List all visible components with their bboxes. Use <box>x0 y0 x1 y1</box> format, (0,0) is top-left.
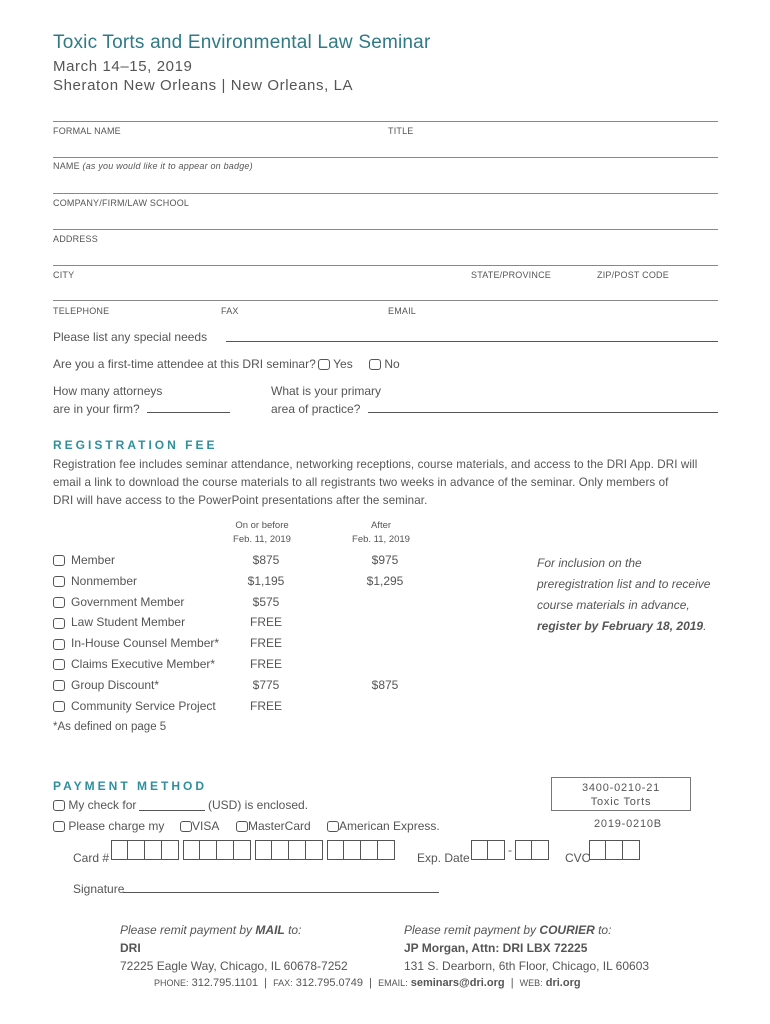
fee-option-label: Community Service Project <box>71 698 216 713</box>
fee-after-price: $975 <box>371 553 399 567</box>
signature-field[interactable] <box>123 892 439 893</box>
card-number-field[interactable] <box>111 840 395 860</box>
city-field[interactable] <box>53 300 718 301</box>
fee-row[interactable] <box>53 615 185 629</box>
fee-before-price: FREE <box>249 636 282 651</box>
mastercard-checkbox[interactable] <box>236 821 248 832</box>
address-field[interactable] <box>53 265 718 266</box>
seminar-date: March 14–15, 2019 <box>53 58 193 75</box>
special-needs-field[interactable] <box>226 341 718 342</box>
seminar-title: Toxic Torts and Environmental Law Seminar <box>53 32 431 53</box>
fee-option-label: Member <box>71 553 116 567</box>
charge-option[interactable] <box>53 819 164 833</box>
check-checkbox[interactable] <box>53 800 65 811</box>
signature-label: Signature <box>73 882 125 896</box>
fee-option-checkbox[interactable] <box>53 555 65 566</box>
col-after-header: After Feb. 11, 2019 <box>352 520 410 545</box>
practice-label-2: area of practice? <box>271 402 361 416</box>
fee-option-label: Law Student Member <box>71 615 186 630</box>
special-needs-label: Please list any special needs <box>53 330 208 344</box>
fee-option-checkbox[interactable] <box>53 618 65 629</box>
no-label: No <box>384 357 400 371</box>
fee-row[interactable] <box>53 678 159 692</box>
title-label: TITLE <box>388 126 414 136</box>
card-group-1[interactable] <box>111 840 179 860</box>
registration-description: Registration fee includes seminar attendance, networking receptions, course materials, and access to the DRI App. DRI will email a link to download the course materials to all registrants two weeks in advance of the seminar. Only members of DRI will have access to the PowerPoint presentations after the seminar. <box>53 458 698 507</box>
yes-checkbox[interactable] <box>318 359 330 370</box>
cvc-label: CVC <box>565 851 591 865</box>
card-group-4[interactable] <box>327 840 395 860</box>
fee-option-label: In-House Counsel Member* <box>71 636 220 651</box>
mail-remit-name: DRI <box>120 941 141 955</box>
fee-option-checkbox[interactable] <box>53 639 65 650</box>
reference-box: 3400-0210-21 Toxic Torts <box>551 777 691 811</box>
courier-remit-address: 131 S. Dearborn, 6th Floor, Chicago, IL 60603 <box>404 959 650 973</box>
fee-before-price: $1,195 <box>247 573 285 588</box>
zip-label: ZIP/POST CODE <box>597 270 669 280</box>
visa-label: VISA <box>192 819 220 833</box>
charge-label: Please charge my <box>68 819 165 833</box>
email-link[interactable]: seminars@dri.org <box>410 977 505 989</box>
address-label: ADDRESS <box>53 234 98 244</box>
attorneys-label-2: are in your firm? <box>53 402 140 416</box>
practice-field[interactable] <box>368 412 718 413</box>
fee-row[interactable] <box>53 595 184 609</box>
check-suffix: (USD) is enclosed. <box>208 798 309 812</box>
visa-option[interactable] <box>180 819 219 833</box>
fee-option-label: Claims Executive Member* <box>71 657 216 671</box>
amex-checkbox[interactable] <box>327 821 339 832</box>
fee-before-price: $875 <box>252 553 280 567</box>
cvc-field[interactable] <box>589 840 640 865</box>
fee-option-label: Nonmember <box>71 573 138 588</box>
contact-line: PHONE: 312.795.1101 | FAX: 312.795.0749 | EMAIL: seminars@dri.org | WEB: dri.org <box>154 977 581 989</box>
card-group-3[interactable] <box>255 840 323 860</box>
attorneys-label-1: How many attorneys <box>53 384 163 398</box>
fee-option-checkbox[interactable] <box>53 597 65 608</box>
mail-remit-address: 72225 Eagle Way, Chicago, IL 60678-7252 <box>120 959 348 973</box>
web-link[interactable]: dri.org <box>545 977 581 989</box>
fee-row[interactable] <box>53 657 215 671</box>
card-group-2[interactable] <box>183 840 251 860</box>
preregistration-note: For inclusion on the preregistration list and to receive course materials in advance, register by February 18, 2019. <box>537 556 711 633</box>
top-rule <box>53 121 718 122</box>
fee-option-label: Government Member <box>71 594 185 609</box>
no-checkbox[interactable] <box>369 359 381 370</box>
fee-row[interactable] <box>53 553 115 567</box>
footnote: *As defined on page 5 <box>53 721 167 733</box>
charge-checkbox[interactable] <box>53 821 65 832</box>
fee-option-label: Group Discount* <box>71 677 160 692</box>
attorneys-field[interactable] <box>147 412 230 413</box>
exp-separator: - <box>508 843 512 857</box>
badge-name-field[interactable] <box>53 193 718 194</box>
formal-name-field[interactable] <box>53 157 718 158</box>
fee-option-checkbox[interactable] <box>53 680 65 691</box>
check-option[interactable] <box>53 798 136 812</box>
registration-heading: REGISTRATION FEE <box>53 438 218 452</box>
seminar-venue: Sheraton New Orleans | New Orleans, LA <box>53 77 354 94</box>
fee-before-price: FREE <box>249 615 282 630</box>
fee-before-price: $775 <box>252 677 280 692</box>
mail-remit-heading: Please remit payment by MAIL to: <box>120 923 302 937</box>
card-label: Card # <box>73 851 110 865</box>
fee-option-checkbox[interactable] <box>53 659 65 670</box>
company-label: COMPANY/FIRM/LAW SCHOOL <box>53 198 190 208</box>
amex-label: American Express. <box>339 819 440 833</box>
col-before-header: On or before Feb. 11, 2019 <box>233 520 291 545</box>
mastercard-label: MasterCard <box>248 819 311 833</box>
first-time-no[interactable] <box>369 357 400 371</box>
yes-label: Yes <box>333 357 353 371</box>
company-field[interactable] <box>53 229 718 230</box>
telephone-label: TELEPHONE <box>53 306 110 316</box>
exp-date-field[interactable] <box>471 840 549 860</box>
reference-code: 2019-0210B <box>594 818 662 830</box>
fax-label: FAX <box>221 306 239 316</box>
badge-name-label: NAME (as you would like it to appear on badge) <box>53 161 253 171</box>
city-label: CITY <box>53 270 75 280</box>
exp-label: Exp. Date <box>417 851 470 865</box>
practice-label-1: What is your primary <box>271 384 382 398</box>
payment-heading: PAYMENT METHOD <box>53 779 208 793</box>
email-label: EMAIL <box>388 306 417 316</box>
visa-checkbox[interactable] <box>180 821 192 832</box>
courier-remit-name: JP Morgan, Attn: DRI LBX 72225 <box>404 941 588 955</box>
first-time-question: Are you a first-time attendee at this DRI seminar? <box>53 357 316 371</box>
check-amount-field[interactable] <box>139 810 205 811</box>
check-label: My check for <box>68 798 137 812</box>
mastercard-option[interactable] <box>236 819 311 833</box>
courier-remit-heading: Please remit payment by COURIER to: <box>404 923 612 937</box>
fee-before-price: FREE <box>249 698 282 713</box>
formal-name-label: FORMAL NAME <box>53 126 121 136</box>
fee-row[interactable] <box>53 699 216 713</box>
first-time-yes[interactable] <box>318 357 353 371</box>
fee-before-price: $575 <box>252 594 280 609</box>
state-label: STATE/PROVINCE <box>471 270 551 280</box>
fee-after-price: $1,295 <box>366 573 404 588</box>
fee-after-price: $875 <box>371 677 399 692</box>
fee-row[interactable] <box>53 574 137 588</box>
amex-option[interactable] <box>327 819 440 833</box>
fee-row[interactable] <box>53 636 219 650</box>
fee-option-checkbox[interactable] <box>53 576 65 587</box>
fee-option-checkbox[interactable] <box>53 701 65 712</box>
fee-before-price: FREE <box>249 657 282 671</box>
